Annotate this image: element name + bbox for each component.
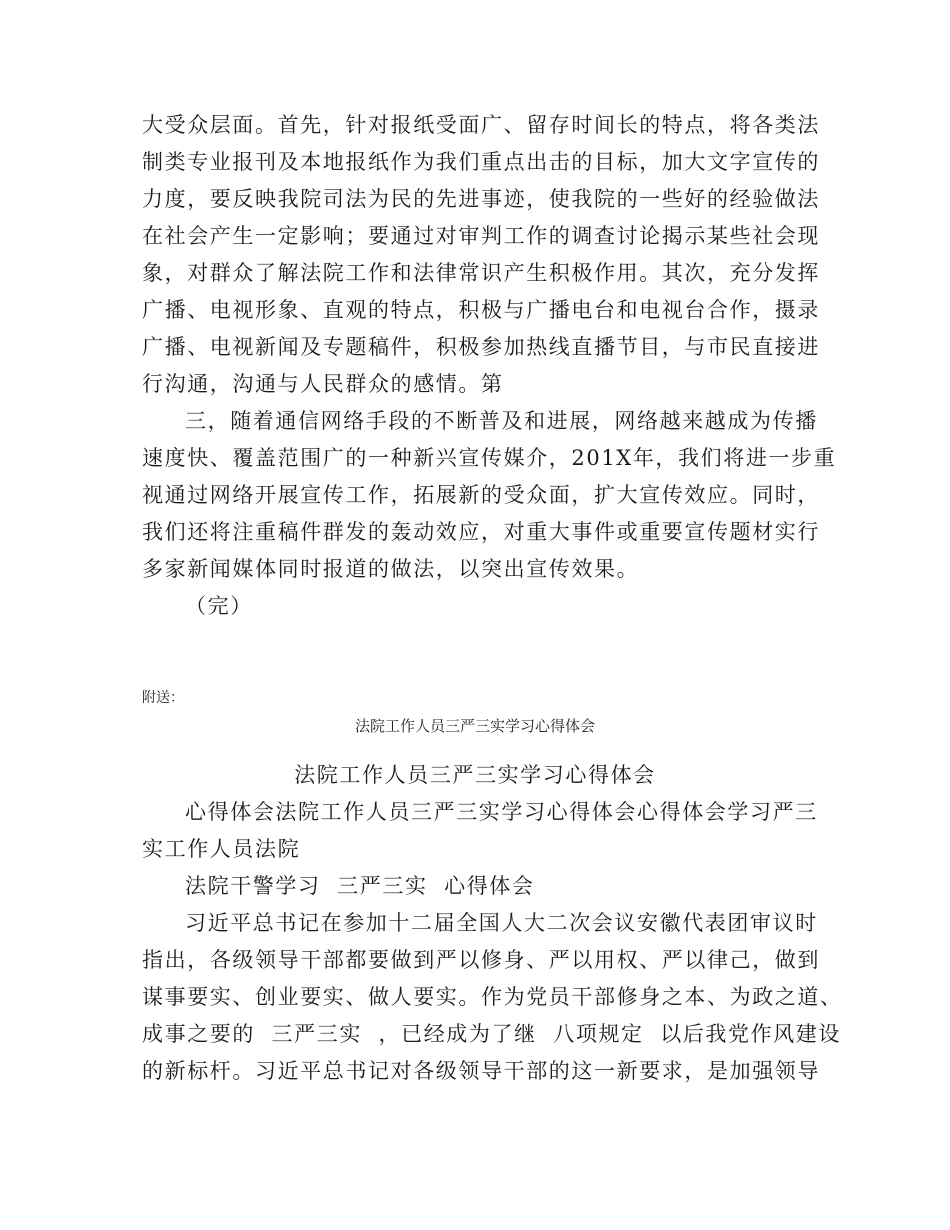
body-text-line: 力度，要反映我院司法为民的先进事迹，使我院的一些好的经验做法 xyxy=(142,187,820,211)
body-text-line: 广播、电视新闻及专题稿件，积极参加热线直播节目，与市民直接进 xyxy=(142,335,820,359)
body-text-line: 指出，各级领导干部都要做到严以修身、严以用权、严以律己，做到 xyxy=(142,948,820,972)
appendix-title: 法院工作人员三严三实学习心得体会 xyxy=(294,763,656,787)
body-text-line: 行沟通，沟通与人民群众的感情。第 xyxy=(142,372,504,396)
body-text-line: 多家新闻媒体同时报道的做法，以突出宣传效果。 xyxy=(142,557,640,581)
body-text-line: 制类专业报刊及本地报纸作为我们重点出击的目标，加大文字宣传的 xyxy=(142,150,820,174)
appendix-label: 附送： xyxy=(142,690,184,706)
body-text-line: 广播、电视形象、直观的特点，积极与广播电台和电视台合作，摄录 xyxy=(142,298,820,322)
subheading: 法院干警学习 三严三实 心得体会 xyxy=(185,874,535,898)
end-mark: （完） xyxy=(185,594,253,618)
appendix-small-title: 法院工作人员三严三实学习心得体会 xyxy=(354,717,595,735)
keywords-line: 心得体会法院工作人员三严三实学习心得体会心得体会学习严三 xyxy=(185,800,818,824)
body-text-line: 大受众层面。首先，针对报纸受面广、留存时间长的特点，将各类法 xyxy=(142,113,820,137)
body-text-line: 成事之要的 三严三实 ，已经成为了继 八项规定 以后我党作风建设 xyxy=(142,1022,841,1046)
body-text-line: 习近平总书记在参加十二届全国人大二次会议安徽代表团审议时 xyxy=(185,911,818,935)
keywords-line: 实工作人员法院 xyxy=(142,837,301,861)
body-text-line: 在社会产生一定影响；要通过对审判工作的调查讨论揭示某些社会现 xyxy=(142,224,820,248)
body-text-line: 速度快、覆盖范围广的一种新兴宣传媒介，201X年，我们将进一步重 xyxy=(142,446,837,470)
body-text-line: 谋事要实、创业要实、做人要实。作为党员干部修身之本、为政之道、 xyxy=(142,985,843,1009)
body-text-line: 视通过网络开展宣传工作，拓展新的受众面，扩大宣传效应。同时， xyxy=(142,483,820,507)
body-text-line: 我们还将注重稿件群发的轰动效应，对重大事件或重要宣传题材实行 xyxy=(142,520,820,544)
body-text-line: 三，随着通信网络手段的不断普及和进展，网络越来越成为传播 xyxy=(185,409,818,433)
body-text-line: 的新标杆。习近平总书记对各级领导干部的这一新要求，是加强领导 xyxy=(142,1059,820,1083)
body-text-line: 象，对群众了解法院工作和法律常识产生积极作用。其次，充分发挥 xyxy=(142,261,820,285)
